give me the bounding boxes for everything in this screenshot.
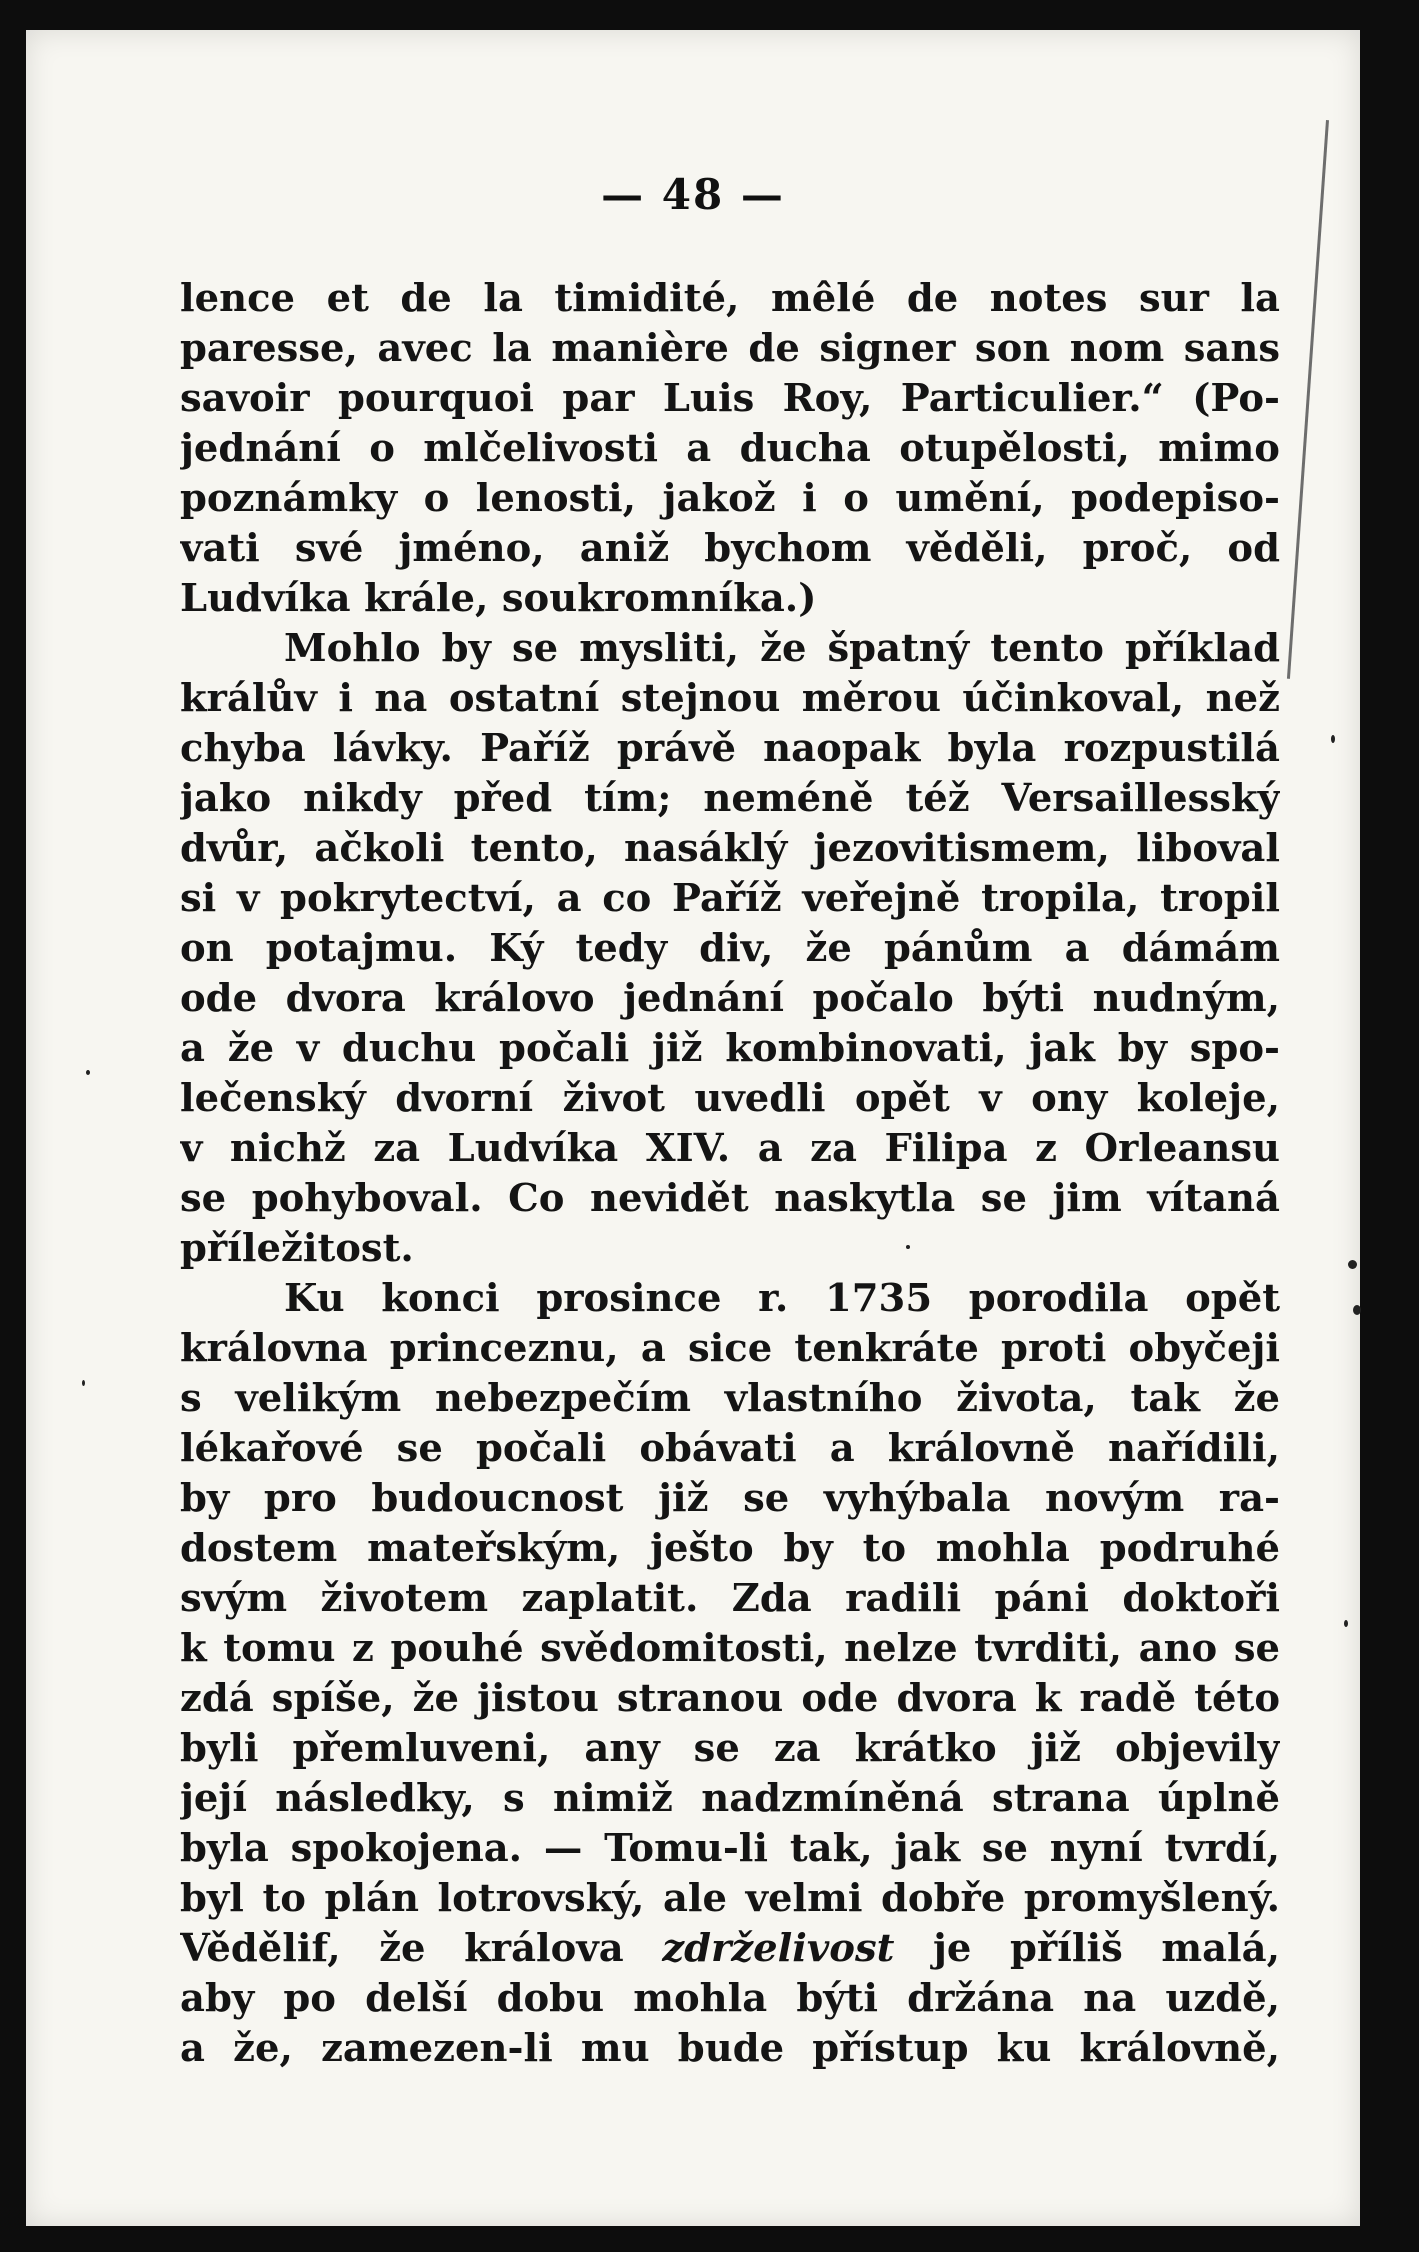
text-line: by pro budoucnost již se vyhýbala novým ra- [180,1476,1280,1521]
book-page [26,30,1360,2226]
text-line: zdá spíše, že jistou stranou ode dvora k radě této [180,1676,1280,1721]
text-line: savoir pourquoi par Luis Roy, Particulier.“ (Po- [180,376,1280,421]
text-line: lečenský dvorní život uvedli opět v ony koleje, [180,1076,1280,1121]
text-segment: Vědělif, že králova [180,1926,663,1971]
text-line: Ludvíka krále, soukromníka.) [180,576,817,621]
ink-speck [82,1380,85,1386]
text-line: dvůr, ačkoli tento, nasáklý jezovitismem, liboval [180,826,1280,871]
text-line: poznámky o lenosti, jakož i o umění, podepiso- [180,476,1280,521]
text-line: aby po delší dobu mohla býti držána na uzdě, [180,1976,1280,2021]
ink-speck [1348,1260,1357,1269]
text-line: byla spokojena. — Tomu-li tak, jak se nyní tvrdí, [180,1826,1280,1871]
text-line: svým životem zaplatit. Zda radili páni doktoři [180,1576,1280,1621]
text-line: se pohyboval. Co nevidět naskytla se jim vítaná [180,1176,1280,1221]
ink-speck [1344,1620,1348,1627]
text-line [180,1924,1280,1974]
text-line: vati své jméno, aniž bychom věděli, proč, od [180,526,1280,571]
text-line: Ku konci prosince r. 1735 porodila opět [284,1276,1280,1321]
text-line: její následky, s nimiž nadzmíněná strana úplně [180,1776,1280,1821]
page-number: — 48 — [601,170,785,219]
text-segment: je příliš malá, [894,1926,1280,1971]
text-line: a že, zamezen-li mu bude přístup ku královně, [180,2026,1280,2071]
text-line: byl to plán lotrovský, ale velmi dobře promyšlený. [180,1876,1280,1921]
text-line: dostem mateřským, ješto by to mohla podruhé [180,1526,1280,1571]
text-line: králův i na ostatní stejnou měrou účinkoval, než [180,676,1280,721]
ink-speck [86,1070,90,1075]
text-line: královna princeznu, a sice tenkráte proti obyčeji [180,1326,1280,1371]
text-line: s velikým nebezpečím vlastního života, tak že [180,1376,1280,1421]
text-line: byli přemluveni, any se za krátko již objevily [180,1726,1280,1771]
text-line: ode dvora královo jednání počalo býti nudným, [180,976,1280,1021]
text-line: příležitost. [180,1226,414,1271]
text-line: chyba lávky. Paříž právě naopak byla rozpustilá [180,726,1280,771]
text-line: jednání o mlčelivosti a ducha otupělosti, mimo [180,426,1280,471]
text-line: v nichž za Ludvíka XIV. a za Filipa z Orleansu [180,1126,1280,1171]
text-line: on potajmu. Ký tedy div, že pánům a dámám [180,926,1280,971]
text-line: jako nikdy před tím; neméně též Versaillesský [180,776,1280,821]
body-text [180,274,1280,2074]
text-line: lékařové se počali obávati a královně nařídili, [180,1426,1280,1471]
emphasized-word: zdrželivost [662,1926,895,1971]
text-line: a že v duchu počali již kombinovati, jak by spo- [180,1026,1280,1071]
text-line: Mohlo by se mysliti, že špatný tento příklad [284,626,1280,671]
ink-speck [906,1245,910,1249]
ink-speck [1331,735,1335,743]
text-line: paresse, avec la manière de signer son nom sans [180,326,1280,371]
ink-speck [1353,1305,1361,1315]
text-line: lence et de la timidité, mêlé de notes sur la [180,276,1280,321]
text-line: k tomu z pouhé svědomitosti, nelze tvrditi, ano se [180,1626,1280,1671]
text-line: si v pokrytectví, a co Paříž veřejně tropila, tropil [180,876,1280,921]
